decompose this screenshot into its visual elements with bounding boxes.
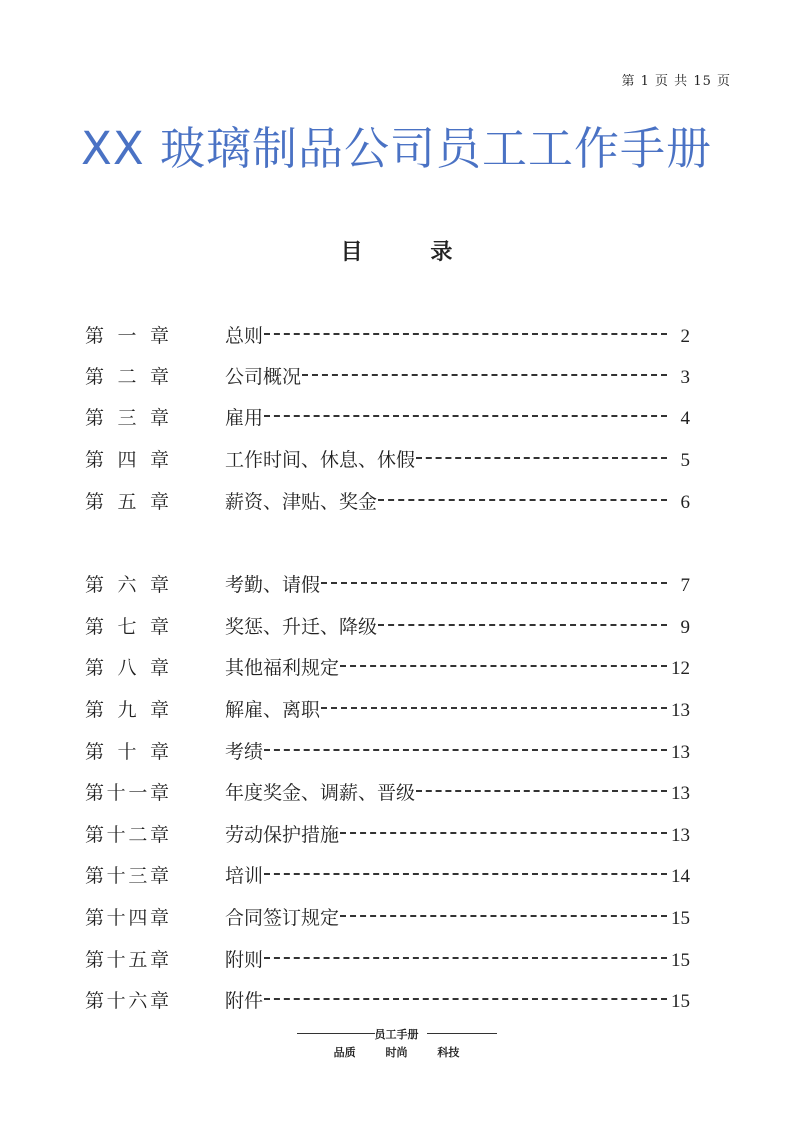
toc-title: 总则 — [225, 325, 264, 347]
toc-chapter-label: 第五章 — [85, 491, 169, 513]
toc-leader — [264, 998, 667, 1000]
page-footer — [0, 1026, 793, 1060]
footer-title: 员工手册 — [374, 1028, 419, 1041]
toc-leader — [321, 707, 667, 709]
toc-chapter-label: 第八章 — [85, 657, 169, 679]
toc-page-number: 4 — [680, 408, 690, 429]
toc-page-number: 13 — [671, 783, 690, 804]
toc-page-number: 7 — [680, 575, 690, 596]
toc-leader — [302, 374, 667, 376]
toc-leader — [378, 499, 667, 501]
footer-rule-right — [427, 1033, 497, 1034]
toc-title: 劳动保护措施 — [225, 824, 340, 846]
toc-leader — [416, 790, 667, 792]
toc-title: 奖惩、升迁、降级 — [225, 616, 378, 638]
toc-chapter-label: 第二章 — [85, 366, 169, 388]
toc-leader — [340, 832, 667, 834]
toc-leader — [378, 624, 667, 626]
toc-page-number: 6 — [680, 492, 690, 513]
toc-chapter-label: 第十一章 — [85, 782, 169, 804]
toc-chapter-label: 第一章 — [85, 325, 169, 347]
toc-leader — [264, 415, 667, 417]
toc-row[interactable] — [85, 655, 690, 681]
footer-slogan-item: 科技 — [437, 1046, 460, 1059]
toc-row[interactable] — [85, 863, 690, 889]
toc-title: 培训 — [225, 865, 264, 887]
toc-title: 雇用 — [225, 407, 264, 429]
toc-row[interactable] — [85, 780, 690, 806]
toc-leader — [340, 915, 667, 917]
toc-title: 薪资、津贴、奖金 — [225, 491, 378, 513]
toc-leader — [340, 665, 667, 667]
toc-row[interactable] — [85, 739, 690, 765]
toc-leader — [416, 457, 667, 459]
toc-page-number: 13 — [671, 825, 690, 846]
toc-row[interactable] — [85, 822, 690, 848]
toc-title: 公司概况 — [225, 366, 302, 388]
footer-slogan-item: 时尚 — [385, 1046, 408, 1059]
toc-row[interactable] — [85, 697, 690, 723]
toc-row[interactable] — [85, 988, 690, 1014]
toc-chapter-label: 第十二章 — [85, 824, 169, 846]
toc-chapter-label: 第三章 — [85, 407, 169, 429]
toc-leader — [264, 333, 667, 335]
toc-title: 解雇、离职 — [225, 699, 321, 721]
toc-chapter-label: 第四章 — [85, 449, 169, 471]
toc-row[interactable] — [85, 614, 690, 640]
toc-title: 合同签订规定 — [225, 907, 340, 929]
toc-page-number: 15 — [671, 950, 690, 971]
toc-leader — [264, 957, 667, 959]
toc-page-number: 9 — [680, 617, 690, 638]
toc-title: 年度奖金、调薪、晋级 — [225, 782, 416, 804]
toc-chapter-label: 第十四章 — [85, 907, 169, 929]
toc-row[interactable] — [85, 323, 690, 349]
toc-page-number: 15 — [671, 991, 690, 1012]
toc-leader — [264, 873, 667, 875]
toc-row[interactable] — [85, 364, 690, 390]
footer-slogan — [0, 1044, 793, 1060]
footer-title-line — [0, 1026, 793, 1042]
toc-page-number: 5 — [680, 450, 690, 471]
document-title: XX 玻璃制品公司员工工作手册 — [81, 122, 712, 175]
toc-page-number: 15 — [671, 908, 690, 929]
page-counter: 第 1 页 共 15 页 — [621, 74, 731, 89]
toc-page-number: 3 — [680, 367, 690, 388]
toc-title: 工作时间、休息、休假 — [225, 449, 416, 471]
toc-title: 考勤、请假 — [225, 574, 321, 596]
toc-title: 考绩 — [225, 741, 264, 763]
footer-rule-left — [297, 1033, 375, 1034]
footer-slogan-item: 品质 — [333, 1046, 356, 1059]
toc-chapter-label: 第六章 — [85, 574, 169, 596]
toc-chapter-label: 第九章 — [85, 699, 169, 721]
toc-row[interactable] — [85, 405, 690, 431]
toc-leader — [264, 749, 667, 751]
toc-heading: 目 录 — [340, 239, 483, 265]
toc-page-number: 2 — [680, 326, 690, 347]
toc-page-number: 13 — [671, 742, 690, 763]
toc-leader — [321, 582, 667, 584]
toc-row[interactable] — [85, 947, 690, 973]
toc-title: 附则 — [225, 949, 264, 971]
toc-chapter-label: 第十章 — [85, 741, 169, 763]
toc-chapter-label: 第七章 — [85, 616, 169, 638]
toc-row[interactable] — [85, 572, 690, 598]
toc-chapter-label: 第十六章 — [85, 990, 169, 1012]
toc-page-number: 12 — [671, 658, 690, 679]
toc-title: 附件 — [225, 990, 264, 1012]
toc-row[interactable] — [85, 447, 690, 473]
toc-row[interactable] — [85, 905, 690, 931]
toc-page-number: 13 — [671, 700, 690, 721]
toc-page-number: 14 — [671, 866, 690, 887]
toc-chapter-label: 第十三章 — [85, 865, 169, 887]
toc-chapter-label: 第十五章 — [85, 949, 169, 971]
toc-row[interactable] — [85, 489, 690, 515]
toc-title: 其他福利规定 — [225, 657, 340, 679]
